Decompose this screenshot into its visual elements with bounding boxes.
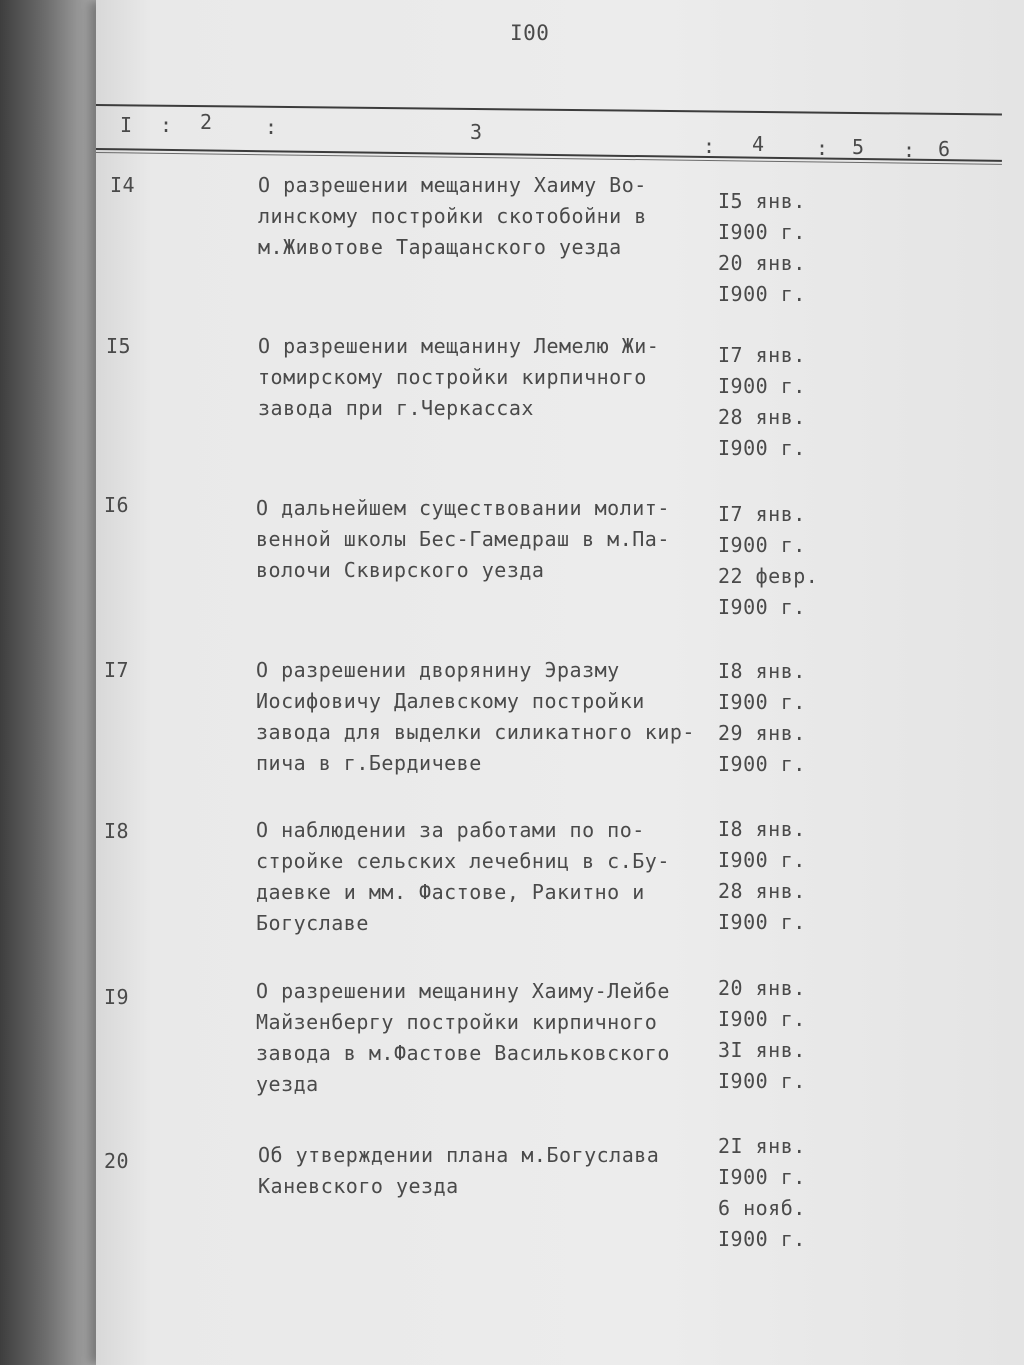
header-col-5: 5 — [852, 135, 865, 159]
entry-number: I6 — [104, 493, 130, 517]
entry-date: I900 г. — [718, 1165, 806, 1189]
entry-date: I900 г. — [718, 1007, 806, 1031]
entry-number: I5 — [106, 334, 132, 358]
entry-dates — [718, 973, 828, 1097]
entry-date: I900 г. — [718, 595, 806, 619]
entry-date: I900 г. — [718, 374, 806, 398]
entry-date: 20 янв. — [718, 251, 806, 275]
header-separator: : — [903, 138, 916, 162]
entry-description: О дальнейшем существовании молит- венной школы Бес-Гамедраш в м.Па- волочи Сквирского уезда — [256, 496, 670, 582]
entry-date: I8 янв. — [718, 817, 806, 841]
entry-date: 28 янв. — [718, 405, 806, 429]
entry-description: О разрешении мещанину Лемелю Жи- томирскому постройки кирпичного завода при г.Черкассах — [258, 334, 660, 420]
header-separator: : — [703, 134, 716, 158]
entry-dates — [718, 340, 828, 464]
entry-description: Об утверждении плана м.Богуслава Каневского уезда — [258, 1143, 660, 1198]
book-binding-shadow — [0, 0, 102, 1365]
entry-number: I8 — [104, 819, 130, 843]
entry-date: I8 янв. — [718, 659, 806, 683]
entry-date: 28 янв. — [718, 879, 806, 903]
entry-number: I9 — [104, 985, 130, 1009]
entry-date: I900 г. — [718, 752, 806, 776]
entry-date: I900 г. — [718, 220, 806, 244]
entry-number: I7 — [104, 658, 130, 682]
entry-number: 20 — [104, 1149, 130, 1173]
header-col-4: 4 — [752, 132, 765, 156]
entry-date: I7 янв. — [718, 502, 806, 526]
entry-description: О разрешении мещанину Хаиму Во- линскому постройки скотобойни в м.Животове Таращанского уезда — [258, 173, 647, 259]
entry-date: I900 г. — [718, 533, 806, 557]
entry-date: 3I янв. — [718, 1038, 806, 1062]
entry-date: I900 г. — [718, 436, 806, 460]
header-col-3: 3 — [470, 120, 483, 144]
entry-date: 6 нояб. — [718, 1196, 806, 1220]
entry-date: 20 янв. — [718, 976, 806, 1000]
header-separator: : — [265, 115, 278, 139]
header-col-6: 6 — [938, 137, 951, 161]
entry-date: I5 янв. — [718, 189, 806, 213]
header-col-2: 2 — [200, 110, 213, 134]
entry-date: I900 г. — [718, 690, 806, 714]
entry-date: I900 г. — [718, 910, 806, 934]
entry-description: О наблюдении за работами по по- стройке сельских лечебниц в с.Бу- даевке и мм. Фастове, Ракитно и Богуславе — [256, 818, 670, 935]
entry-date: 22 февр. — [718, 564, 819, 588]
entry-date: I7 янв. — [718, 343, 806, 367]
entry-date: 2I янв. — [718, 1134, 806, 1158]
entry-dates — [718, 186, 828, 310]
entry-date: I900 г. — [718, 282, 806, 306]
header-separator: : — [160, 113, 173, 137]
entry-dates — [718, 656, 828, 780]
entry-dates — [718, 1131, 828, 1255]
header-separator: : — [816, 136, 829, 160]
entry-date: I900 г. — [718, 1069, 806, 1093]
entry-date: 29 янв. — [718, 721, 806, 745]
entry-description: О разрешении дворянину Эразму Иосифовичу Далевскому постройки завода для выделки силикатного кир- пича в г.Бердичеве — [256, 658, 695, 775]
header-col-1: I — [120, 113, 133, 137]
entry-number: I4 — [110, 173, 136, 197]
entry-dates — [718, 499, 828, 623]
entry-date: I900 г. — [718, 1227, 806, 1251]
entry-dates — [718, 814, 828, 938]
page-number: I00 — [510, 21, 550, 45]
entry-description: О разрешении мещанину Хаиму-Лейбе Майзенбергу постройки кирпичного завода в м.Фастове Васильковского уезда — [256, 979, 670, 1096]
entry-date: I900 г. — [718, 848, 806, 872]
